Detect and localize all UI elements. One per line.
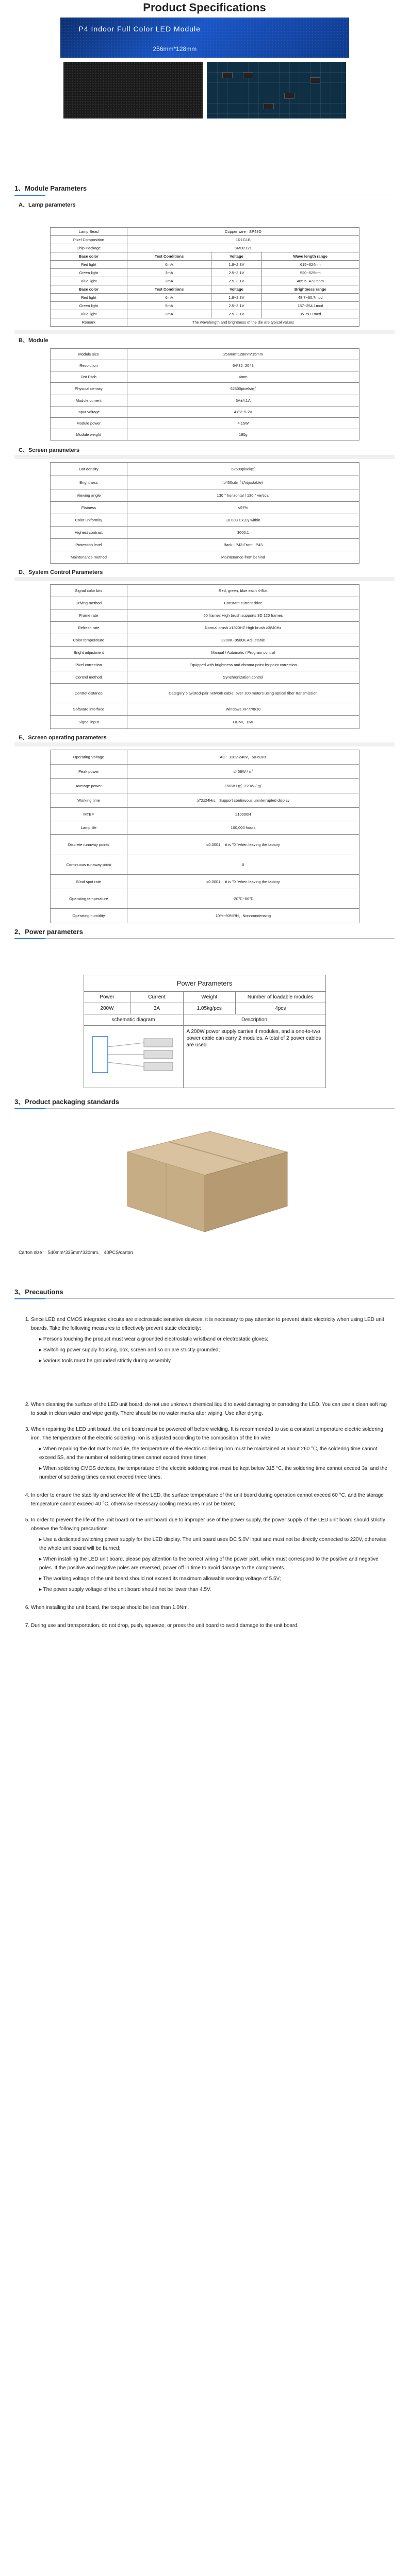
table-row	[50, 539, 359, 551]
row-label: Module power	[50, 418, 127, 429]
carton-box-image	[107, 1121, 303, 1240]
row-value: ≤0.0001， it is "0 "when leaving the factory	[127, 875, 359, 889]
table-row	[50, 514, 359, 527]
table-row	[50, 406, 359, 418]
table-header-row	[50, 285, 359, 294]
column-header: Base color	[50, 285, 127, 294]
row-value: 62500pixel/㎡	[127, 463, 359, 476]
row-value: 4.8V~5.2V	[127, 406, 359, 418]
cell: 6mA	[127, 261, 211, 269]
row-label: Discrete runaway points	[50, 835, 127, 855]
row-value: 62500pixels/㎡	[127, 383, 359, 395]
section-separator	[14, 742, 395, 747]
ic-chip	[222, 72, 233, 78]
table-row	[50, 310, 359, 318]
table-row	[50, 527, 359, 539]
row-value: Normal brush ≥1920HZ High brush ≥3840Hz	[127, 622, 359, 634]
system-control-table	[50, 584, 359, 729]
section1d-title: D、System Control Parameters	[19, 569, 103, 575]
carton-size-text: Carton size： 540mm*335mm*320mm、 40PCS/carton	[19, 1250, 133, 1255]
row-label: Control distance	[50, 684, 127, 703]
cell: 615~624nm	[261, 261, 359, 269]
row-label: Color temperature	[50, 634, 127, 647]
cell: 1.8~2.3V	[211, 261, 261, 269]
row-value: HDMI、DVI	[127, 716, 359, 729]
cell: 48.7~60.7mcd	[261, 294, 359, 302]
section-separator	[14, 577, 395, 581]
row-value: 4mm	[127, 371, 359, 383]
column-header: Base color	[50, 252, 127, 261]
row-value: Windows XP /7/8/10	[127, 703, 359, 716]
row-value: Synchronization control	[127, 671, 359, 684]
row-label: Signal color bits	[50, 585, 127, 597]
table-row	[50, 703, 359, 716]
screen-parameters-table	[50, 462, 359, 564]
column-header: Test Conditions	[127, 252, 211, 261]
row-label: Viewing angle	[50, 489, 127, 502]
row-value: Manual / Automatic / Program control	[127, 647, 359, 659]
table-row	[50, 808, 359, 821]
row-label: Highest contrast	[50, 527, 127, 539]
module-table	[50, 348, 359, 440]
cell: 2.5~3.1V	[211, 302, 261, 310]
table-row	[50, 383, 359, 395]
power-supply-icon	[92, 1037, 108, 1073]
precaution-subitem: ▸ The working voltage of the unit board should not exceed its maximum allowable working voltage of 5.5V;	[39, 1574, 388, 1583]
precaution-subitem: ▸ The power supply voltage of the unit board should not be lower than 4.5V.	[39, 1585, 388, 1594]
row-value: ±0.003 Cx,Cy within	[127, 514, 359, 527]
row-label: Operating temperature	[50, 889, 127, 909]
row-value: ≤97%	[127, 502, 359, 514]
row-value: ≥72x24Hrs，Support continuous uninterrupted display	[127, 793, 359, 808]
diagram-label: schematic diagram	[84, 1014, 183, 1026]
row-label: Driving method	[50, 597, 127, 609]
precaution-text: In order to ensure the stability and service life of the LED, the surface temperature of the unit board during operation cannot exceed 60 °C, and the storage temperature cannot exceed 40 °C, otherwise necessary cooling measures must be taken;	[31, 1493, 384, 1507]
table-row	[50, 269, 359, 277]
row-label: Pixel correction	[50, 659, 127, 671]
led-grid-overlay	[60, 18, 349, 58]
row-value: 10%~90%RH，Non-condensing	[127, 909, 359, 923]
row-value: Red, green, blue each 4-8bit	[127, 585, 359, 597]
table-row	[50, 360, 359, 371]
row-label: Operating humidity	[50, 909, 127, 923]
row-value: 4.15W	[127, 418, 359, 429]
row-label: Signal input	[50, 716, 127, 729]
schematic-diagram-cell	[84, 1026, 183, 1088]
precaution-text: When repairing the LED unit board, the unit board must be powered off before welding. It is recommended to use a constant temperature electric soldering iron. The temperature of the electric soldering iron is adjusted according to the composition of the tin wire:	[31, 1427, 383, 1441]
cell: 5mA	[127, 302, 211, 310]
cell: Blue light	[50, 277, 127, 285]
table-row	[50, 634, 359, 647]
table-row	[50, 671, 359, 684]
precautions-list	[0, 1315, 409, 1630]
row-label: Protection level	[50, 539, 127, 551]
table-row	[50, 236, 359, 244]
row-value: AC：110V-240V，50-60Hz	[127, 750, 359, 765]
table-row	[50, 463, 359, 476]
table-row	[50, 793, 359, 808]
row-label: Remark	[50, 318, 127, 327]
table-header-row	[50, 252, 359, 261]
table-row	[50, 395, 359, 406]
cell: 200W	[84, 1003, 130, 1014]
table-row	[50, 716, 359, 729]
table-row	[84, 1026, 325, 1088]
row-label: Brightness	[50, 476, 127, 489]
row-label: Software interface	[50, 703, 127, 716]
table-row	[50, 489, 359, 502]
precaution-item	[31, 1425, 388, 1489]
table-row	[50, 418, 359, 429]
precaution-item	[31, 1491, 388, 1514]
row-label: Lamp life	[50, 821, 127, 835]
table-row	[50, 835, 359, 855]
row-value: ≤458W / ㎡	[127, 765, 359, 779]
section1c-title: C、Screen parameters	[19, 447, 80, 453]
column-header: Brightness range	[261, 285, 359, 294]
hero-banner	[60, 18, 349, 58]
row-label: Refresh rate	[50, 622, 127, 634]
power-table-title: Power Parameters	[84, 975, 325, 992]
row-value: -20℃~60℃	[127, 889, 359, 909]
row-label: Working time	[50, 793, 127, 808]
table-row	[50, 821, 359, 835]
table-row	[50, 585, 359, 597]
row-label: Control method	[50, 671, 127, 684]
row-label: Flatness	[50, 502, 127, 514]
cell: Red light	[50, 294, 127, 302]
row-label: Peak power	[50, 765, 127, 779]
table-header-row	[84, 992, 325, 1003]
precaution-subitem: ▸ Use a dedicated switching power supply for the LED display. The unit board uses DC 5.0V input and must not be directly connected to 220V, otherwise the whole unit board will be burned;	[39, 1535, 388, 1553]
carton-box-illustration	[107, 1121, 303, 1240]
row-value: 3000:1	[127, 527, 359, 539]
section3-title: 3、Product packaging standards	[0, 1096, 409, 1106]
cell: 157~254.1mcd	[261, 302, 359, 310]
precaution-subitem: ▸ When soldering CMOS devices, the temperature of the electric soldering iron must be kept below 315 °C, the soldering time cannot exceed 3s, and the number of soldering times cannot exceed three times.	[39, 1464, 388, 1482]
lamp-parameters-table	[50, 227, 359, 327]
section-separator	[14, 455, 395, 459]
ic-chip	[284, 93, 295, 99]
row-label: Module size	[50, 349, 127, 360]
table-row	[50, 371, 359, 383]
cell: 4pcs	[236, 1003, 325, 1014]
table-row	[50, 228, 359, 236]
row-value: Equipped with brightness and chroma point-by-point correction	[127, 659, 359, 671]
row-label: Pixel Composition	[50, 236, 127, 244]
precaution-text: During use and transportation, do not drop, push, squeeze, or press the unit board to avoid damage to the unit board.	[31, 1623, 299, 1629]
precaution-item	[31, 1516, 388, 1601]
column-header: Power	[84, 992, 130, 1003]
cell: 1.8~2.3V	[211, 294, 261, 302]
precaution-subitem: ▸ Persons touching the product must wear a grounded electrostatic wristband or electrostatic gloves;	[39, 1335, 388, 1344]
module-front-photo	[63, 62, 203, 118]
table-row	[50, 609, 359, 622]
precaution-text: When cleaning the surface of the LED unit board, do not use unknown chemical liquid to avoid damaging or corroding the LED. You can use a clean soft rag to soak in clean water and wipe gently. There should be no water marks after wiping. Use after drying.	[31, 1402, 387, 1416]
row-label: Bright adjustment	[50, 647, 127, 659]
cell: 2.5~3.1V	[211, 277, 261, 285]
table-row	[50, 294, 359, 302]
power-description: A 200W power supply carries 4 modules, and a one-to-two power cable can carry 2 modules. A total of 2 power cables are used.	[183, 1026, 325, 1088]
section-separator	[14, 330, 395, 334]
table-row	[50, 244, 359, 252]
table-row	[50, 909, 359, 923]
cell: 520~529nm	[261, 269, 359, 277]
row-label: Resolution	[50, 360, 127, 371]
table-row	[50, 779, 359, 793]
table-row	[50, 429, 359, 440]
row-label: Operating Voltage	[50, 750, 127, 765]
row-label: Maintenance method	[50, 551, 127, 564]
row-value: Back: IP43 Front: IP43	[127, 539, 359, 551]
module-photos	[0, 62, 409, 118]
precaution-sublist	[31, 1535, 388, 1594]
row-value: 3200K~9500K Adjustable	[127, 634, 359, 647]
table-row	[50, 476, 359, 489]
table-row	[50, 684, 359, 703]
row-value: 150W / ㎡~229W / ㎡	[127, 779, 359, 793]
precaution-text: In order to prevent the life of the unit board or the unit board due to improper use of the power supply, the power supply of the LED unit board should strictly observe the following precautions:	[31, 1517, 385, 1532]
column-header: Current	[130, 992, 183, 1003]
row-label: Color uniformity	[50, 514, 127, 527]
row-label: MTBF	[50, 808, 127, 821]
row-value: Category 5 twisted-pair network cable, over 100 meters using optical fiber transmission	[127, 684, 359, 703]
precaution-item	[31, 1400, 388, 1423]
power-schematic-diagram	[87, 1031, 180, 1080]
row-label: Physical density	[50, 383, 127, 395]
row-value: 100,000 hours	[127, 821, 359, 835]
cell: 3mA	[127, 269, 211, 277]
cell: Green light	[50, 269, 127, 277]
row-value: ≤0.0001， it is "0 "when leaving the factory	[127, 835, 359, 855]
row-value: 190g	[127, 429, 359, 440]
row-value: Copper wire · SP48D	[127, 228, 359, 236]
row-value: ≥10000H	[127, 808, 359, 821]
row-label: Lamp Bead	[50, 228, 127, 236]
power-parameters-table	[84, 975, 326, 1088]
cell: 1.05kg/pcs	[183, 1003, 236, 1014]
precaution-item	[31, 1603, 388, 1619]
section1a-title: A、Lamp parameters	[19, 202, 76, 208]
row-value: SMD2121	[127, 244, 359, 252]
row-value: 1R1G1B	[127, 236, 359, 244]
table-header-row	[84, 1014, 325, 1026]
row-value: 0	[127, 855, 359, 875]
column-header: Weight	[183, 992, 236, 1003]
precaution-subitem: ▸ Switching power supply housing, box, screen and so on are strictly grounded;	[39, 1346, 388, 1354]
precaution-subitem: ▸ Various tools must be grounded strictly during assembly.	[39, 1357, 388, 1365]
row-value: 256mm*128mm*15mm	[127, 349, 359, 360]
module-icon	[144, 1039, 173, 1047]
precaution-sublist	[31, 1335, 388, 1365]
remark-text: The wavelength and brightness of the die are typical values	[127, 318, 359, 327]
table-row	[50, 277, 359, 285]
row-value: Maintenance from behind	[127, 551, 359, 564]
column-header: Test Conditions	[127, 285, 211, 294]
row-label: Module current	[50, 395, 127, 406]
row-value: ≥450cd/㎡ (Adjustable)	[127, 476, 359, 489]
row-label: Module weight	[50, 429, 127, 440]
table-row	[50, 750, 359, 765]
table-row	[50, 889, 359, 909]
cell: 3mA	[127, 277, 211, 285]
table-row	[50, 318, 359, 327]
row-label: Dot density	[50, 463, 127, 476]
row-label: Chip Package	[50, 244, 127, 252]
table-row	[50, 659, 359, 671]
precaution-item	[31, 1621, 388, 1630]
cell: 2.5~3.1V	[211, 269, 261, 277]
cell: 465.5~473.5nm	[261, 277, 359, 285]
ic-chip	[243, 72, 253, 78]
column-header: Voltage	[211, 252, 261, 261]
column-header: Voltage	[211, 285, 261, 294]
row-value: 130 ° horizontal / 130 ° vertical	[127, 489, 359, 502]
table-row	[50, 302, 359, 310]
row-label: Input voltage	[50, 406, 127, 418]
row-label: Average power	[50, 779, 127, 793]
page-title: Product Specifications	[143, 1, 266, 14]
module-icon	[144, 1050, 173, 1059]
row-label: Frame rate	[50, 609, 127, 622]
module-back-photo	[207, 62, 346, 118]
precaution-text: When installing the unit board, the torque should be less than 1.0Nm.	[31, 1605, 189, 1611]
section4-title: 3、Precautions	[0, 1286, 409, 1296]
row-value: Constant current drive	[127, 597, 359, 609]
table-row	[50, 551, 359, 564]
section1b-title: B、Module	[19, 337, 48, 344]
table-row	[50, 502, 359, 514]
precaution-subitem: ▸ When repairing the dot matrix module, the temperature of the electric soldering iron must be maintained at about 260 °C, the soldering time cannot exceed 5S, and the number of soldering times cannot exceed three times;	[39, 1445, 388, 1462]
operating-parameters-table	[50, 750, 359, 923]
row-label: Dot Pitch	[50, 371, 127, 383]
row-label: Blind spot rate	[50, 875, 127, 889]
cell: 35~50.1mcd	[261, 310, 359, 318]
cell: Red light	[50, 261, 127, 269]
column-header: Wave length range	[261, 252, 359, 261]
row-value: 64*32=2048	[127, 360, 359, 371]
precaution-subitem: ▸ When installing the LED unit board, please pay attention to the correct wiring of the power port, which must correspond to the positive and negative poles. If the positive and negative poles are reversed, power off in time to avoid damage to the components.	[39, 1555, 388, 1572]
table-row	[50, 349, 359, 360]
table-row	[50, 855, 359, 875]
table-row	[50, 597, 359, 609]
hero-size: 256mm*128mm	[153, 45, 197, 53]
table-title-row	[84, 975, 325, 992]
row-label: Continuous runaway point	[50, 855, 127, 875]
cell: 3A	[130, 1003, 183, 1014]
column-header: Number of loadable modules	[236, 992, 325, 1003]
ic-chip	[264, 103, 274, 109]
section2-title: 2、Power parameters	[0, 926, 409, 936]
precaution-text: Since LED and CMOS integrated circuits are electrostatic sensitive devices, it is necessary to pay attention to prevent static electricity when using LED unit boards. Take the following measures to effectively prevent static electricity:	[31, 1317, 384, 1331]
row-value: 3A±4.1A	[127, 395, 359, 406]
module-icon	[144, 1062, 173, 1071]
table-row	[50, 647, 359, 659]
ic-chip	[310, 77, 320, 83]
cell: Green light	[50, 302, 127, 310]
section1-title: 1、Module Parameters	[0, 183, 409, 193]
table-row	[84, 1003, 325, 1014]
section1e-title: E、Screen operating parameters	[19, 735, 107, 741]
cell: 6mA	[127, 294, 211, 302]
cell: 3mA	[127, 310, 211, 318]
table-row	[50, 261, 359, 269]
description-label: Description	[183, 1014, 325, 1026]
hero-title: P4 Indoor Full Color LED Module	[78, 25, 201, 33]
cell: 2.5~3.1V	[211, 310, 261, 318]
row-value: 60 frames High brush supports 3D 120 frames	[127, 609, 359, 622]
cell: Blue light	[50, 310, 127, 318]
precaution-sublist	[31, 1445, 388, 1482]
table-row	[50, 875, 359, 889]
table-row	[50, 765, 359, 779]
precaution-item	[31, 1315, 388, 1398]
table-row	[50, 622, 359, 634]
